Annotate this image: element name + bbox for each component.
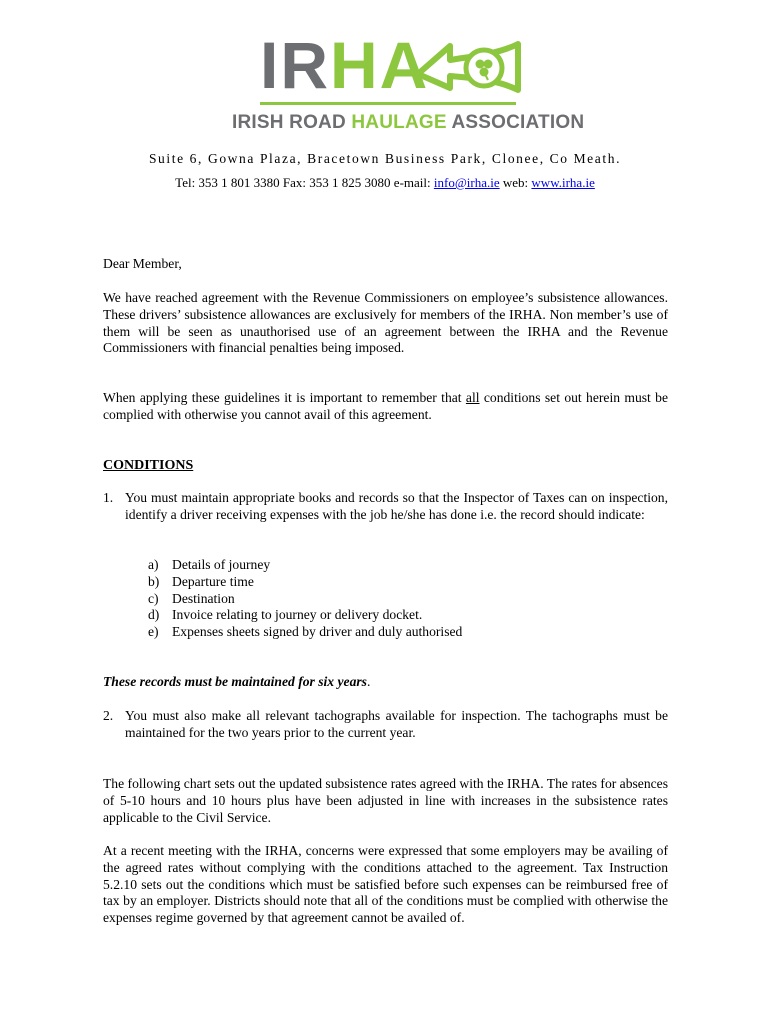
list-letter: e) — [148, 624, 159, 640]
list-text: Expenses sheets signed by driver and duly authorised — [172, 624, 463, 640]
logo-assoc-post: ASSOCIATION — [446, 112, 585, 133]
logo-underline — [260, 102, 516, 105]
list-letter: c) — [148, 590, 159, 606]
paragraph-rates: The following chart sets out the updated subsistence rates agreed with the IRHA. The rates for absences of 5-10 hours and 10 hours plus have been adjusted in line with increases in the subsistence rates applicable to the Civil Service. — [103, 776, 668, 825]
web-prefix: web: — [499, 175, 532, 190]
paragraph-guidelines — [103, 390, 668, 424]
item-number: 2. — [103, 708, 114, 723]
logo-association-name — [232, 112, 584, 134]
irha-logo — [226, 28, 585, 136]
item-text: You must maintain appropriate books and records so that the Inspector of Taxes can on inspection, identify a driver receiving expenses with the job he/she has done i.e. the record should indicate: — [125, 490, 668, 522]
list-letter: d) — [148, 607, 160, 623]
item-text: You must also make all relevant tachographs available for inspection. The tachographs must be maintained for the two years prior to the current year. — [125, 708, 668, 740]
contact-prefix: Tel: 353 1 801 3380 Fax: 353 1 825 3080 e-mail: — [175, 175, 434, 190]
paragraph-agreement: We have reached agreement with the Revenue Commissioners on employee’s subsistence allowances. These drivers’ subsistence allowances are exclusively for members of the IRHA. Non member’s use of them will be seen as unauthorised use of an agreement between the IRHA and the Revenue Commissioners with financial penalties being imposed. — [103, 290, 668, 356]
logo-letters-gray: IR — [260, 28, 330, 102]
item-number: 1. — [103, 490, 114, 505]
greeting: Dear Member, — [103, 256, 182, 271]
logo-wordmark — [260, 28, 430, 102]
contact-line — [0, 175, 770, 191]
email-link[interactable]: info@irha.ie — [433, 175, 500, 190]
conditions-heading: CONDITIONS — [103, 458, 194, 473]
list-text: Invoice relating to journey or delivery docket. — [172, 607, 423, 623]
para2-emphasis: all — [465, 390, 480, 405]
logo-letters-green: HA — [330, 28, 430, 102]
horn-shamrock-icon — [414, 34, 524, 100]
records-note-text: These records must be maintained for six years — [103, 674, 367, 689]
address-line: Suite 6, Gowna Plaza, Bracetown Business Park, Clonee, Co Meath. — [148, 151, 622, 166]
list-letter: a) — [148, 557, 159, 572]
list-text: Destination — [172, 590, 235, 606]
logo-assoc-pre: IRISH ROAD — [232, 112, 352, 133]
para2-post: conditions set out herein must be complied with otherwise you cannot avail of this agreement. — [103, 390, 668, 422]
para2-pre: When applying these guidelines it is important to remember that — [103, 390, 466, 405]
logo-assoc-green: HAULAGE — [351, 112, 447, 133]
list-text: Departure time — [172, 573, 254, 589]
records-note-end: . — [366, 674, 371, 689]
records-retention-note — [103, 674, 668, 691]
website-link[interactable]: www.irha.ie — [531, 175, 595, 190]
paragraph-compliance: At a recent meeting with the IRHA, concerns were expressed that some employers may be availing of the agreed rates without complying with the conditions attached to the agreement. Tax Instruction 5.2.10 sets out the conditions which must be satisfied before such expenses can be reimbursed free of tax by an employer. Districts should note that all of the conditions must be complied with otherwise the expenses regime governed by that agreement cannot be availed of. — [103, 843, 668, 926]
list-text: Details of journey — [172, 557, 271, 572]
list-letter: b) — [148, 573, 160, 589]
